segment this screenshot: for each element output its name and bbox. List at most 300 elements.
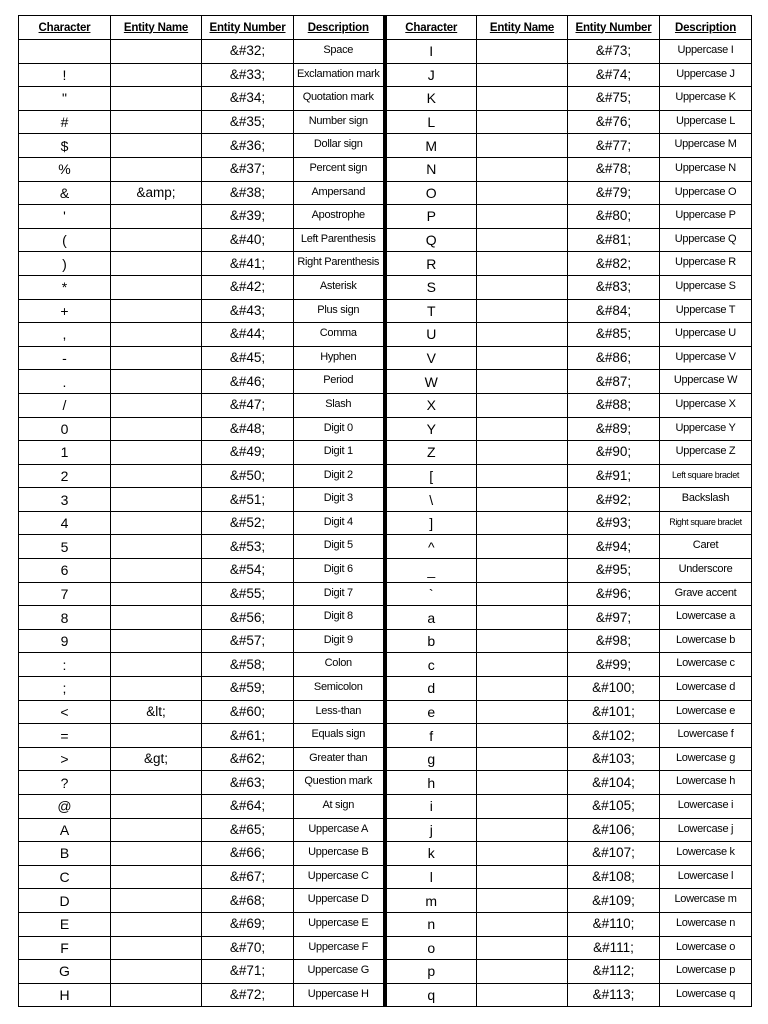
cell-entity-number-right: &#112; <box>568 960 660 984</box>
cell-entity-number-left: &#40; <box>202 228 294 252</box>
cell-entity-number-left: &#66; <box>202 842 294 866</box>
cell-character-left <box>19 40 111 64</box>
cell-description-right: Uppercase U <box>660 323 752 347</box>
cell-character-left: > <box>19 747 111 771</box>
cell-entity-number-right: &#82; <box>568 252 660 276</box>
cell-entity-name-left <box>111 488 202 512</box>
cell-character-left: F <box>19 936 111 960</box>
cell-description-left: Uppercase B <box>294 842 385 866</box>
cell-entity-name-left <box>111 842 202 866</box>
cell-entity-name-left <box>111 370 202 394</box>
cell-entity-name-left <box>111 889 202 913</box>
cell-entity-number-left: &#35; <box>202 110 294 134</box>
cell-entity-number-left: &#49; <box>202 441 294 465</box>
table-body <box>19 40 752 1007</box>
cell-description-left: Uppercase F <box>294 936 385 960</box>
cell-entity-name-right <box>477 936 568 960</box>
cell-entity-name-right <box>477 983 568 1007</box>
cell-description-right: Lowercase f <box>660 724 752 748</box>
cell-entity-name-right <box>477 205 568 229</box>
cell-entity-number-right: &#109; <box>568 889 660 913</box>
cell-entity-name-left <box>111 724 202 748</box>
cell-entity-number-left: &#39; <box>202 205 294 229</box>
cell-description-left: Greater than <box>294 747 385 771</box>
cell-description-left: Digit 1 <box>294 441 385 465</box>
cell-entity-number-right: &#87; <box>568 370 660 394</box>
cell-entity-name-left: &amp; <box>111 181 202 205</box>
cell-character-left: 4 <box>19 511 111 535</box>
cell-entity-name-right <box>477 40 568 64</box>
cell-description-left: Uppercase D <box>294 889 385 913</box>
cell-character-left: 7 <box>19 582 111 606</box>
cell-entity-number-right: &#74; <box>568 63 660 87</box>
table-row <box>19 157 752 181</box>
cell-entity-number-right: &#99; <box>568 653 660 677</box>
cell-entity-name-right <box>477 181 568 205</box>
cell-character-left: ! <box>19 63 111 87</box>
cell-entity-name-right <box>477 228 568 252</box>
cell-description-right: Uppercase P <box>660 205 752 229</box>
cell-character-right: N <box>385 157 477 181</box>
cell-character-right: V <box>385 346 477 370</box>
cell-entity-name-left <box>111 205 202 229</box>
cell-character-left: A <box>19 818 111 842</box>
cell-description-left: Space <box>294 40 385 64</box>
cell-description-left: Right Parenthesis <box>294 252 385 276</box>
cell-description-right: Uppercase Z <box>660 441 752 465</box>
cell-entity-name-left <box>111 110 202 134</box>
cell-character-left: @ <box>19 795 111 819</box>
cell-entity-number-right: &#113; <box>568 983 660 1007</box>
cell-entity-name-right <box>477 346 568 370</box>
cell-entity-name-left <box>111 818 202 842</box>
cell-description-left: Semicolon <box>294 677 385 701</box>
table-row <box>19 181 752 205</box>
cell-entity-number-left: &#70; <box>202 936 294 960</box>
cell-entity-number-right: &#86; <box>568 346 660 370</box>
cell-description-right: Uppercase Q <box>660 228 752 252</box>
table-row <box>19 771 752 795</box>
cell-description-right: Left square braclet <box>660 464 752 488</box>
cell-character-left: 3 <box>19 488 111 512</box>
cell-entity-number-right: &#100; <box>568 677 660 701</box>
cell-entity-number-left: &#57; <box>202 629 294 653</box>
cell-character-left: & <box>19 181 111 205</box>
cell-description-right: Right square braclet <box>660 511 752 535</box>
cell-description-left: Digit 9 <box>294 629 385 653</box>
cell-entity-number-left: &#34; <box>202 87 294 111</box>
table-row <box>19 606 752 630</box>
cell-entity-number-left: &#36; <box>202 134 294 158</box>
cell-entity-number-right: &#80; <box>568 205 660 229</box>
cell-entity-name-right <box>477 889 568 913</box>
cell-description-right: Lowercase k <box>660 842 752 866</box>
cell-description-right: Lowercase h <box>660 771 752 795</box>
cell-entity-number-left: &#46; <box>202 370 294 394</box>
cell-character-right: a <box>385 606 477 630</box>
cell-entity-number-left: &#43; <box>202 299 294 323</box>
cell-description-right: Lowercase d <box>660 677 752 701</box>
cell-entity-number-right: &#75; <box>568 87 660 111</box>
cell-entity-number-right: &#104; <box>568 771 660 795</box>
cell-description-right: Caret <box>660 535 752 559</box>
cell-character-right: n <box>385 912 477 936</box>
cell-entity-name-left <box>111 960 202 984</box>
cell-entity-name-right <box>477 134 568 158</box>
cell-entity-number-left: &#33; <box>202 63 294 87</box>
cell-entity-name-right <box>477 535 568 559</box>
cell-entity-number-left: &#65; <box>202 818 294 842</box>
cell-entity-number-left: &#37; <box>202 157 294 181</box>
cell-description-left: Hyphen <box>294 346 385 370</box>
cell-character-right: L <box>385 110 477 134</box>
cell-entity-name-left <box>111 629 202 653</box>
cell-description-right: Lowercase a <box>660 606 752 630</box>
cell-description-right: Uppercase I <box>660 40 752 64</box>
cell-character-right: f <box>385 724 477 748</box>
cell-character-right: Y <box>385 417 477 441</box>
cell-entity-name-left <box>111 511 202 535</box>
table-row <box>19 134 752 158</box>
table-row <box>19 653 752 677</box>
cell-character-left: 1 <box>19 441 111 465</box>
cell-entity-name-left <box>111 606 202 630</box>
cell-character-right: R <box>385 252 477 276</box>
cell-entity-name-left <box>111 40 202 64</box>
cell-character-left: ( <box>19 228 111 252</box>
cell-description-right: Lowercase c <box>660 653 752 677</box>
cell-character-left: B <box>19 842 111 866</box>
cell-description-left: Plus sign <box>294 299 385 323</box>
cell-entity-number-left: &#53; <box>202 535 294 559</box>
cell-description-left: Digit 2 <box>294 464 385 488</box>
table-row <box>19 559 752 583</box>
cell-entity-number-right: &#97; <box>568 606 660 630</box>
cell-description-left: Less-than <box>294 700 385 724</box>
cell-entity-number-left: &#32; <box>202 40 294 64</box>
cell-entity-name-right <box>477 865 568 889</box>
cell-character-right: d <box>385 677 477 701</box>
table-row <box>19 842 752 866</box>
cell-entity-name-right <box>477 157 568 181</box>
cell-description-right: Uppercase V <box>660 346 752 370</box>
cell-description-left: Digit 4 <box>294 511 385 535</box>
header-character-left: Character <box>19 16 111 40</box>
cell-entity-number-left: &#72; <box>202 983 294 1007</box>
cell-entity-number-left: &#61; <box>202 724 294 748</box>
entity-reference-sheet <box>18 15 751 1007</box>
cell-character-left: H <box>19 983 111 1007</box>
cell-description-left: Exclamation mark <box>294 63 385 87</box>
cell-entity-number-left: &#60; <box>202 700 294 724</box>
cell-description-left: Digit 3 <box>294 488 385 512</box>
cell-entity-name-right <box>477 724 568 748</box>
table-row <box>19 323 752 347</box>
cell-character-right: X <box>385 393 477 417</box>
cell-entity-name-right <box>477 299 568 323</box>
cell-entity-name-right <box>477 417 568 441</box>
cell-description-right: Lowercase j <box>660 818 752 842</box>
cell-character-left: / <box>19 393 111 417</box>
cell-character-left: ' <box>19 205 111 229</box>
table-row <box>19 960 752 984</box>
cell-entity-number-right: &#84; <box>568 299 660 323</box>
cell-entity-number-left: &#69; <box>202 912 294 936</box>
cell-character-left: ; <box>19 677 111 701</box>
table-row <box>19 724 752 748</box>
cell-entity-name-right <box>477 795 568 819</box>
cell-entity-number-right: &#107; <box>568 842 660 866</box>
cell-entity-number-left: &#63; <box>202 771 294 795</box>
cell-character-right: m <box>385 889 477 913</box>
cell-entity-number-right: &#89; <box>568 417 660 441</box>
cell-entity-name-left <box>111 936 202 960</box>
cell-character-right: M <box>385 134 477 158</box>
cell-entity-name-right <box>477 771 568 795</box>
cell-entity-number-left: &#51; <box>202 488 294 512</box>
cell-character-left: C <box>19 865 111 889</box>
cell-description-left: Quotation mark <box>294 87 385 111</box>
table-row <box>19 346 752 370</box>
cell-entity-name-right <box>477 700 568 724</box>
cell-entity-name-right <box>477 441 568 465</box>
cell-entity-number-right: &#96; <box>568 582 660 606</box>
cell-description-right: Uppercase Y <box>660 417 752 441</box>
cell-character-left: " <box>19 87 111 111</box>
cell-description-right: Lowercase o <box>660 936 752 960</box>
cell-character-right: J <box>385 63 477 87</box>
cell-character-right: p <box>385 960 477 984</box>
cell-entity-number-left: &#56; <box>202 606 294 630</box>
cell-description-left: Period <box>294 370 385 394</box>
cell-entity-name-right <box>477 677 568 701</box>
cell-description-right: Uppercase L <box>660 110 752 134</box>
cell-entity-name-left <box>111 157 202 181</box>
cell-description-right: Uppercase J <box>660 63 752 87</box>
table-row <box>19 912 752 936</box>
table-row <box>19 818 752 842</box>
cell-character-right: ^ <box>385 535 477 559</box>
cell-character-left: 5 <box>19 535 111 559</box>
cell-description-left: Uppercase C <box>294 865 385 889</box>
cell-entity-number-left: &#54; <box>202 559 294 583</box>
cell-character-right: b <box>385 629 477 653</box>
cell-entity-number-left: &#45; <box>202 346 294 370</box>
cell-entity-number-left: &#52; <box>202 511 294 535</box>
cell-character-right: O <box>385 181 477 205</box>
cell-entity-number-right: &#73; <box>568 40 660 64</box>
cell-entity-number-right: &#91; <box>568 464 660 488</box>
cell-character-left: : <box>19 653 111 677</box>
cell-entity-number-right: &#85; <box>568 323 660 347</box>
table-row <box>19 936 752 960</box>
cell-entity-name-left <box>111 228 202 252</box>
cell-entity-name-right <box>477 393 568 417</box>
cell-description-right: Lowercase i <box>660 795 752 819</box>
cell-entity-name-right <box>477 323 568 347</box>
cell-entity-name-left <box>111 677 202 701</box>
cell-description-right: Lowercase e <box>660 700 752 724</box>
header-entity-name-left: Entity Name <box>111 16 202 40</box>
cell-entity-number-right: &#108; <box>568 865 660 889</box>
cell-entity-name-right <box>477 629 568 653</box>
cell-entity-name-right <box>477 582 568 606</box>
cell-entity-number-left: &#71; <box>202 960 294 984</box>
cell-entity-name-right <box>477 559 568 583</box>
cell-character-right: ] <box>385 511 477 535</box>
cell-entity-name-left <box>111 393 202 417</box>
cell-entity-name-left <box>111 912 202 936</box>
cell-entity-number-left: &#67; <box>202 865 294 889</box>
cell-description-right: Uppercase X <box>660 393 752 417</box>
cell-description-left: Question mark <box>294 771 385 795</box>
cell-description-right: Backslash <box>660 488 752 512</box>
cell-entity-name-right <box>477 63 568 87</box>
cell-character-left: ? <box>19 771 111 795</box>
cell-character-right: h <box>385 771 477 795</box>
cell-description-right: Uppercase S <box>660 275 752 299</box>
cell-entity-number-right: &#105; <box>568 795 660 819</box>
cell-character-left: * <box>19 275 111 299</box>
cell-description-left: Digit 8 <box>294 606 385 630</box>
cell-entity-name-right <box>477 960 568 984</box>
cell-entity-name-right <box>477 488 568 512</box>
cell-entity-number-left: &#64; <box>202 795 294 819</box>
header-description-right: Description <box>660 16 752 40</box>
cell-character-left: , <box>19 323 111 347</box>
table-row <box>19 795 752 819</box>
cell-entity-number-right: &#83; <box>568 275 660 299</box>
cell-character-right: e <box>385 700 477 724</box>
cell-character-left: 0 <box>19 417 111 441</box>
cell-entity-name-left <box>111 134 202 158</box>
cell-description-left: Apostrophe <box>294 205 385 229</box>
table-row <box>19 40 752 64</box>
table-row <box>19 110 752 134</box>
cell-description-left: Comma <box>294 323 385 347</box>
cell-entity-name-right <box>477 110 568 134</box>
cell-entity-number-right: &#81; <box>568 228 660 252</box>
html-entity-table <box>18 15 752 1007</box>
cell-character-right: P <box>385 205 477 229</box>
cell-entity-name-right <box>477 653 568 677</box>
cell-description-left: Digit 5 <box>294 535 385 559</box>
header-entity-number-right: Entity Number <box>568 16 660 40</box>
cell-entity-number-left: &#48; <box>202 417 294 441</box>
cell-character-left: $ <box>19 134 111 158</box>
cell-description-left: Uppercase H <box>294 983 385 1007</box>
cell-entity-name-left <box>111 559 202 583</box>
table-row <box>19 865 752 889</box>
cell-entity-number-left: &#47; <box>202 393 294 417</box>
cell-entity-number-left: &#50; <box>202 464 294 488</box>
cell-character-right: ` <box>385 582 477 606</box>
cell-description-right: Lowercase g <box>660 747 752 771</box>
table-row <box>19 252 752 276</box>
cell-entity-number-right: &#95; <box>568 559 660 583</box>
cell-entity-name-left: &gt; <box>111 747 202 771</box>
table-row <box>19 700 752 724</box>
cell-character-right: c <box>385 653 477 677</box>
cell-entity-number-left: &#62; <box>202 747 294 771</box>
cell-entity-name-right <box>477 511 568 535</box>
cell-character-left: 2 <box>19 464 111 488</box>
header-character-right: Character <box>385 16 477 40</box>
cell-entity-name-left <box>111 535 202 559</box>
cell-description-left: Number sign <box>294 110 385 134</box>
cell-description-right: Uppercase O <box>660 181 752 205</box>
cell-description-left: Uppercase A <box>294 818 385 842</box>
cell-description-right: Uppercase N <box>660 157 752 181</box>
cell-entity-name-left <box>111 275 202 299</box>
cell-description-left: Uppercase E <box>294 912 385 936</box>
cell-entity-number-left: &#38; <box>202 181 294 205</box>
cell-description-left: At sign <box>294 795 385 819</box>
cell-entity-number-left: &#42; <box>202 275 294 299</box>
cell-entity-number-right: &#93; <box>568 511 660 535</box>
cell-entity-name-left <box>111 865 202 889</box>
cell-entity-name-right <box>477 252 568 276</box>
cell-entity-number-right: &#106; <box>568 818 660 842</box>
cell-description-left: Slash <box>294 393 385 417</box>
cell-description-right: Lowercase m <box>660 889 752 913</box>
cell-description-right: Grave accent <box>660 582 752 606</box>
cell-entity-number-right: &#103; <box>568 747 660 771</box>
cell-description-left: Uppercase G <box>294 960 385 984</box>
cell-description-right: Uppercase M <box>660 134 752 158</box>
cell-entity-name-right <box>477 275 568 299</box>
cell-entity-number-right: &#111; <box>568 936 660 960</box>
cell-description-right: Underscore <box>660 559 752 583</box>
cell-entity-name-left <box>111 252 202 276</box>
table-row <box>19 87 752 111</box>
cell-entity-name-left <box>111 653 202 677</box>
cell-character-left: E <box>19 912 111 936</box>
cell-character-left: 9 <box>19 629 111 653</box>
cell-entity-name-left <box>111 87 202 111</box>
cell-description-left: Digit 7 <box>294 582 385 606</box>
cell-description-left: Percent sign <box>294 157 385 181</box>
cell-character-right: W <box>385 370 477 394</box>
table-row <box>19 511 752 535</box>
cell-character-right: j <box>385 818 477 842</box>
cell-entity-number-left: &#59; <box>202 677 294 701</box>
cell-entity-number-left: &#58; <box>202 653 294 677</box>
table-row <box>19 464 752 488</box>
cell-entity-number-right: &#92; <box>568 488 660 512</box>
cell-description-right: Uppercase T <box>660 299 752 323</box>
cell-character-right: [ <box>385 464 477 488</box>
cell-character-left: D <box>19 889 111 913</box>
cell-description-left: Equals sign <box>294 724 385 748</box>
cell-entity-number-right: &#102; <box>568 724 660 748</box>
cell-description-left: Ampersand <box>294 181 385 205</box>
cell-character-left: - <box>19 346 111 370</box>
cell-description-right: Lowercase n <box>660 912 752 936</box>
table-row <box>19 275 752 299</box>
cell-entity-name-left <box>111 299 202 323</box>
table-row <box>19 299 752 323</box>
cell-description-right: Lowercase p <box>660 960 752 984</box>
cell-character-left: # <box>19 110 111 134</box>
cell-entity-name-left <box>111 464 202 488</box>
cell-character-left: 8 <box>19 606 111 630</box>
cell-character-left: < <box>19 700 111 724</box>
cell-character-left: % <box>19 157 111 181</box>
cell-description-right: Lowercase b <box>660 629 752 653</box>
cell-entity-name-left <box>111 771 202 795</box>
cell-entity-name-left: &lt; <box>111 700 202 724</box>
